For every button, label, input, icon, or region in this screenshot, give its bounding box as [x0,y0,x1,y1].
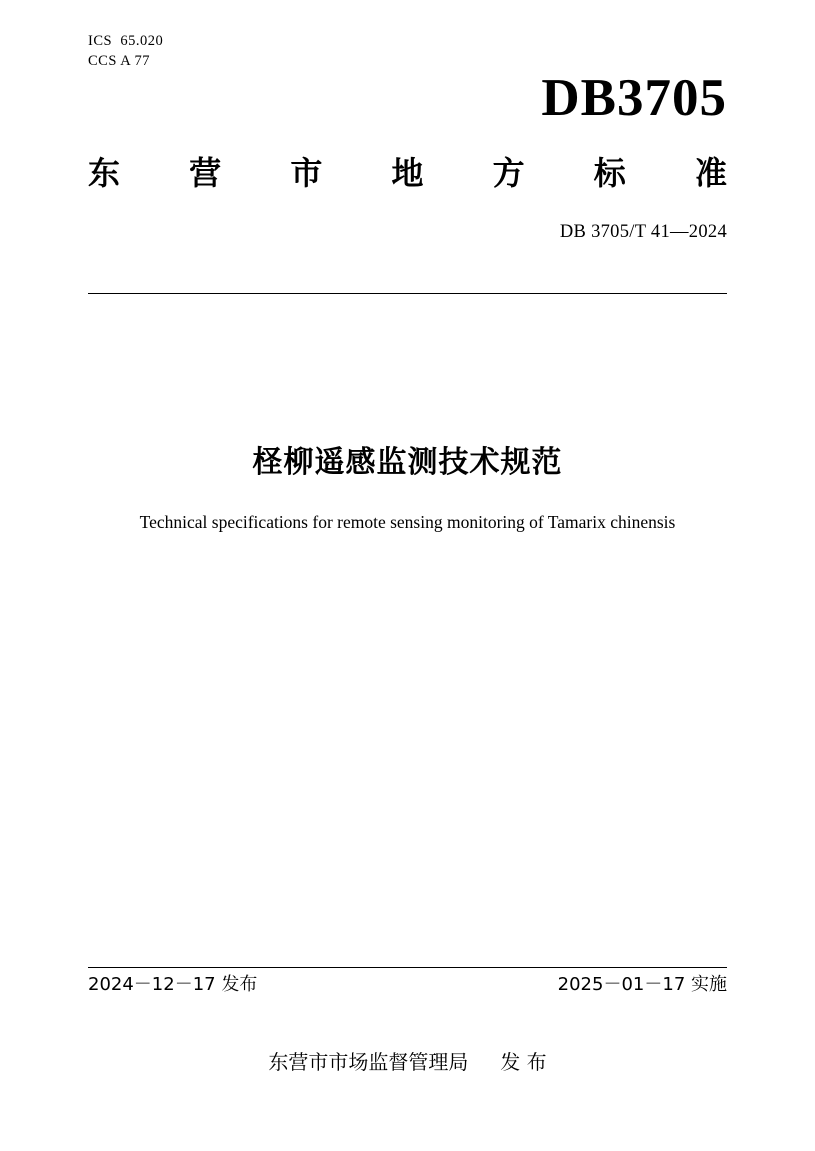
ics-code: ICS 65.020 [88,33,164,49]
issue-date: 2024－12－17 发布 [88,974,258,995]
standard-code: DB 3705/T 41—2024 [559,222,727,242]
date-row [88,970,727,996]
standard-kind-char-2: 市 [290,154,323,192]
standard-kind-char-5: 标 [593,154,626,192]
document-title-english: Technical specifications for remote sensing monitoring of Tamarix chinensis [139,512,676,532]
standard-kind-char-1: 营 [189,154,222,192]
standard-kind-char-6: 准 [694,154,727,192]
ccs-code: CCS A 77 [88,52,151,69]
standard-kind-char-4: 方 [492,154,525,192]
standard-kind-char-0: 东 [88,154,121,192]
standard-kind-title [88,148,727,194]
divider-bottom [88,967,727,968]
divider-top [88,293,727,294]
standard-kind-char-3: 地 [391,154,424,192]
classification-codes [88,32,163,71]
implementation-date: 2025－01－17 实施 [557,974,727,995]
document-title-chinese: 柽柳遥感监测技术规范 [252,445,563,480]
issuing-authority: 东营市市场监督管理局 发 布 [268,1050,547,1074]
standard-number-large: DB3705 [541,69,727,127]
